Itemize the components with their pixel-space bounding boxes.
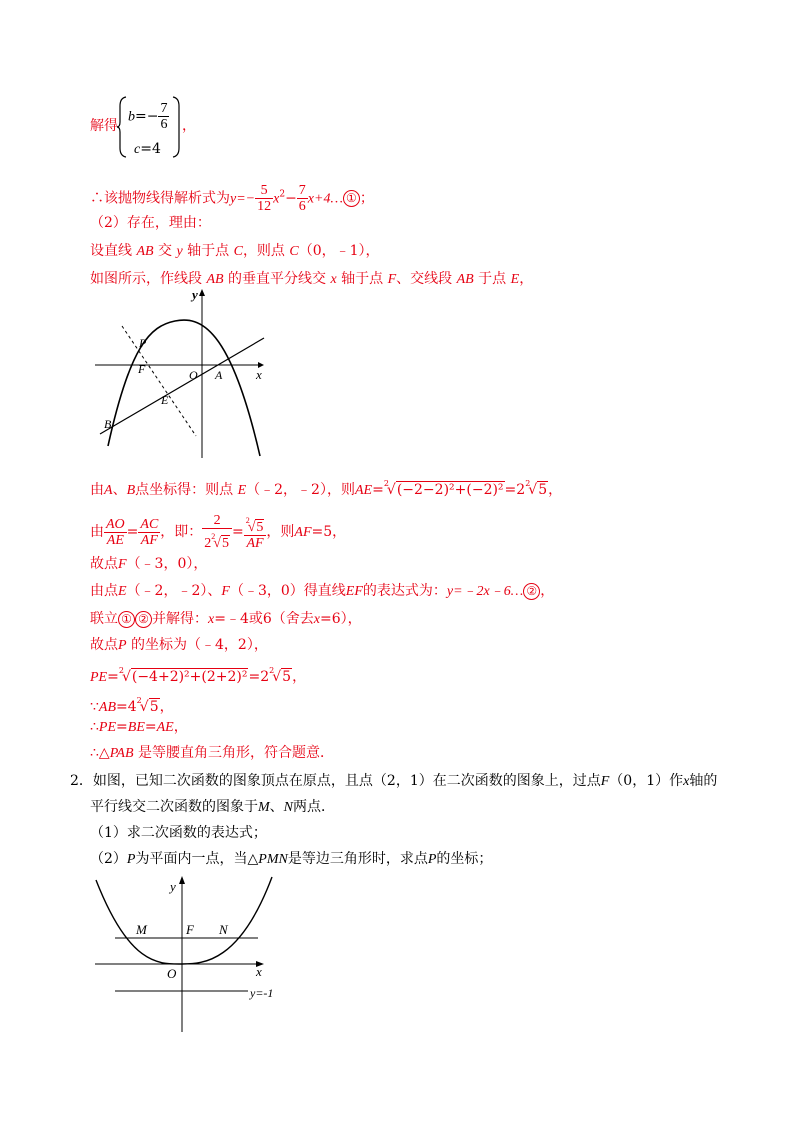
graph1-label-x: x [256,367,262,382]
line-ef-expression: 由点E（﹣2，﹣2）、F（﹣3，0）得直线EF的表达式为：y=﹣2x﹣6… ② ， [90,583,555,599]
fraction-7-6: $\frac{7}{6}$ [160,101,168,132]
figure-parabola-perpendicular-bisector [90,286,280,461]
graph2-label-y: y [170,879,176,894]
fraction-ao-ae: $\frac{AO}{AE}$ [106,516,125,548]
line-ab-text: 设直线 AB 交 y 轴于点 C，则点 C（0，﹣1）， [90,243,380,259]
equal-segments: ∴PE=BE=AE， [90,719,188,735]
graph1-label-P: P [139,336,147,350]
eq-b: b=− $\frac{7}{6}$ [128,101,168,132]
parabola-expression-line: ∴该抛物线得解析式为y=− $\frac{5}{12}$ $x^2-$ $\frac{7}{6}$ x+4… ① ； [90,183,374,214]
fraction-2-over-2root5: $\frac{2}{2^2√5}$ [202,513,232,551]
figure-parabola-mn [90,872,280,1032]
fraction-7-6b: $\frac{7}{6}$ [298,183,306,214]
graph2-label-O: O [167,966,177,981]
simultaneous-solve: 联立 ① ② 并解得：x=﹣4或6（舍去x=6）， [90,611,362,627]
fraction-root5-af: $\frac{^2√5}{AF}$ [244,513,267,551]
point-f-result: 故点F（﹣3，0）， [90,556,208,572]
ratio-line: 由 $\frac{AO}{AE}$ = $\frac{AC}{AF}$ ，即： $\frac{2}{2^2√5}$ = $\frac{^2√5}{AF}$ ，则AF=5， [90,513,347,551]
figure-intro-text: 如图所示，作线段 AB 的垂直平分线交 x 轴于点 F、交线段 AB 于点 E， [90,271,534,287]
y-axis-arrow-icon [199,289,205,296]
point-p-result: 故点P 的坐标为（﹣4，2）， [90,637,268,653]
graph1-label-F: F [138,362,146,376]
graph2-label-N: N [219,922,228,937]
ae-computation: 由A、B点坐标得：则点 E（﹣2，﹣2），则$AE=^2√(-2-2)^2+(-2)^2=2^2√5$， [90,479,563,498]
question-2-line-2: 平行线交二次函数的图象于M、N两点． [90,799,336,815]
graph2-label-y-minus-1: y=-1 [250,986,274,1000]
question-2-line-1: 2．如图，已知二次函数的图象顶点在原点，且点（2，1）在二次函数的图象上，过点F（0，1）作x轴的 [70,773,718,789]
ab-length: $\because AB=4^2√5$， [90,696,174,715]
right-brace-icon [172,96,182,158]
y-axis-arrow-icon-2 [179,876,185,884]
fraction-5-12: $\frac{5}{12}$ [257,183,272,214]
solve-label: 解得 [90,118,118,134]
conclusion: ∴△PAB 是等腰直角三角形，符合题意． [90,745,334,761]
part2-heading: （2）存在，理由： [90,215,211,231]
graph1-label-A: A [215,368,223,382]
parabola-curve-2 [96,877,272,964]
graph2-label-F: F [186,922,194,937]
graph1-label-O: O [189,368,198,382]
question-2-part-2: （2）P为平面内一点，当△PMN是等边三角形时，求点P的坐标； [90,851,493,867]
question-2-part-1: （1）求二次函数的表达式； [90,825,267,841]
graph1-label-E: E [161,393,169,407]
graph1-label-y: y [192,287,198,302]
graph2-label-x: x [256,964,262,979]
perpendicular-bisector [122,326,196,436]
eq-c: c=4 [134,141,161,157]
left-brace-icon [117,96,127,158]
graph1-label-B: B [104,417,112,431]
parabola-curve [108,320,260,456]
trailing-comma: ， [182,118,196,134]
graph2-label-M: M [136,922,147,937]
pe-computation: $PE=^2√(-4+2)^2+(2+2)^2=2^2√5$， [90,666,307,685]
fraction-ac-af: $\frac{AC}{AF}$ [140,516,159,548]
